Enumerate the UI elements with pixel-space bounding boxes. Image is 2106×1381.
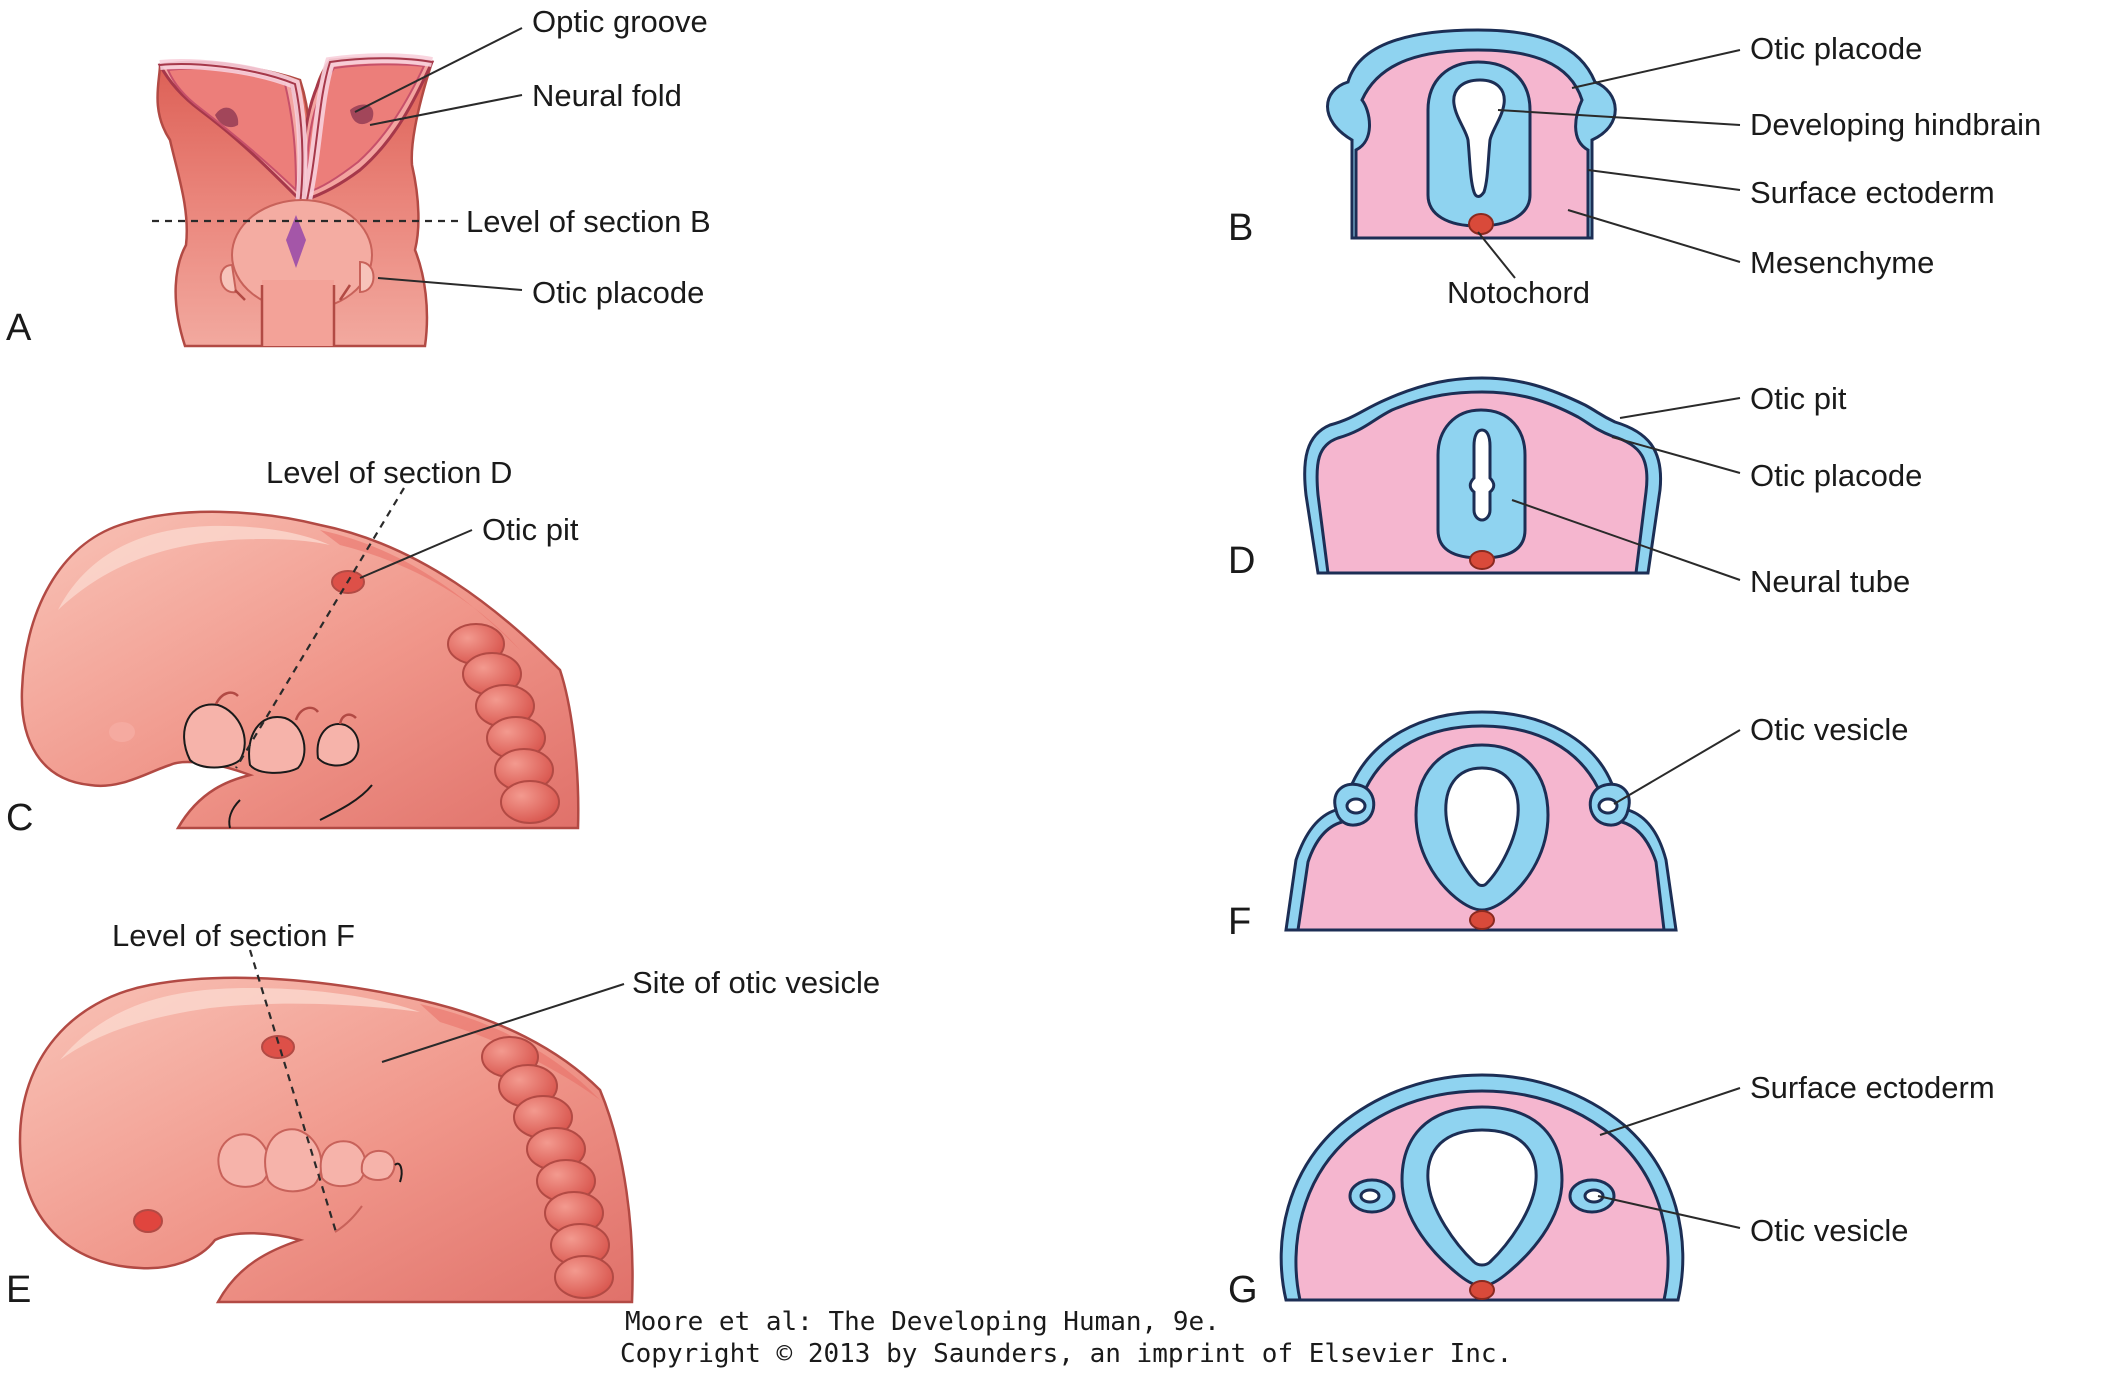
panel-f-section — [1286, 712, 1676, 930]
optic-groove-label: Optic groove — [532, 4, 708, 39]
caption-line-1: Moore et al: The Developing Human, 9e. — [625, 1307, 1220, 1337]
panel-a-neural-plate — [154, 58, 432, 346]
panel-d-section — [1305, 378, 1661, 573]
level-b-label: Level of section B — [466, 204, 711, 239]
neural-tube-lumen-d — [1470, 430, 1494, 520]
panel-c-embryo — [22, 512, 578, 828]
level-f-label: Level of section F — [112, 918, 355, 953]
neural-fold-label: Neural fold — [532, 78, 682, 113]
panel-b-letter: B — [1228, 207, 1254, 249]
otic-pit-d-label: Otic pit — [1750, 381, 1847, 416]
mesenchyme-label: Mesenchyme — [1750, 245, 1935, 280]
panel-e-letter: E — [6, 1269, 32, 1311]
otic-placode-a-label: Otic placode — [532, 275, 705, 310]
surface-ectoderm-g-label: Surface ectoderm — [1750, 1070, 1995, 1105]
level-d-label: Level of section D — [266, 455, 513, 490]
notochord-b — [1469, 214, 1493, 234]
panel-g-letter: G — [1228, 1269, 1258, 1311]
neural-tube-label: Neural tube — [1750, 564, 1911, 599]
otic-placode-b-label: Otic placode — [1750, 31, 1923, 66]
panel-c-letter: C — [6, 797, 34, 839]
panel-d-letter: D — [1228, 540, 1256, 582]
otic-pit-c-label: Otic pit — [482, 512, 579, 547]
notochord-d — [1470, 551, 1494, 569]
otic-placode-d-label: Otic placode — [1750, 458, 1923, 493]
notochord-g — [1470, 1281, 1494, 1299]
notochord-f — [1470, 911, 1494, 929]
notochord-label: Notochord — [1447, 275, 1591, 310]
site-otic-vesicle-label: Site of otic vesicle — [632, 965, 881, 1000]
developing-hindbrain-label: Developing hindbrain — [1750, 107, 2042, 142]
otic-vesicle-f-label: Otic vesicle — [1750, 712, 1909, 747]
surface-ectoderm-b-label: Surface ectoderm — [1750, 175, 1995, 210]
panel-f-letter: F — [1228, 901, 1252, 943]
panel-b-section — [1328, 30, 1616, 238]
panel-a-letter: A — [6, 307, 32, 349]
otic-vesicle-g-label: Otic vesicle — [1750, 1213, 1909, 1248]
panel-g-section — [1281, 1075, 1683, 1300]
panel-e-embryo — [20, 978, 633, 1302]
caption-line-2: Copyright © 2013 by Saunders, an imprint of Elsevier Inc. — [620, 1339, 1513, 1369]
